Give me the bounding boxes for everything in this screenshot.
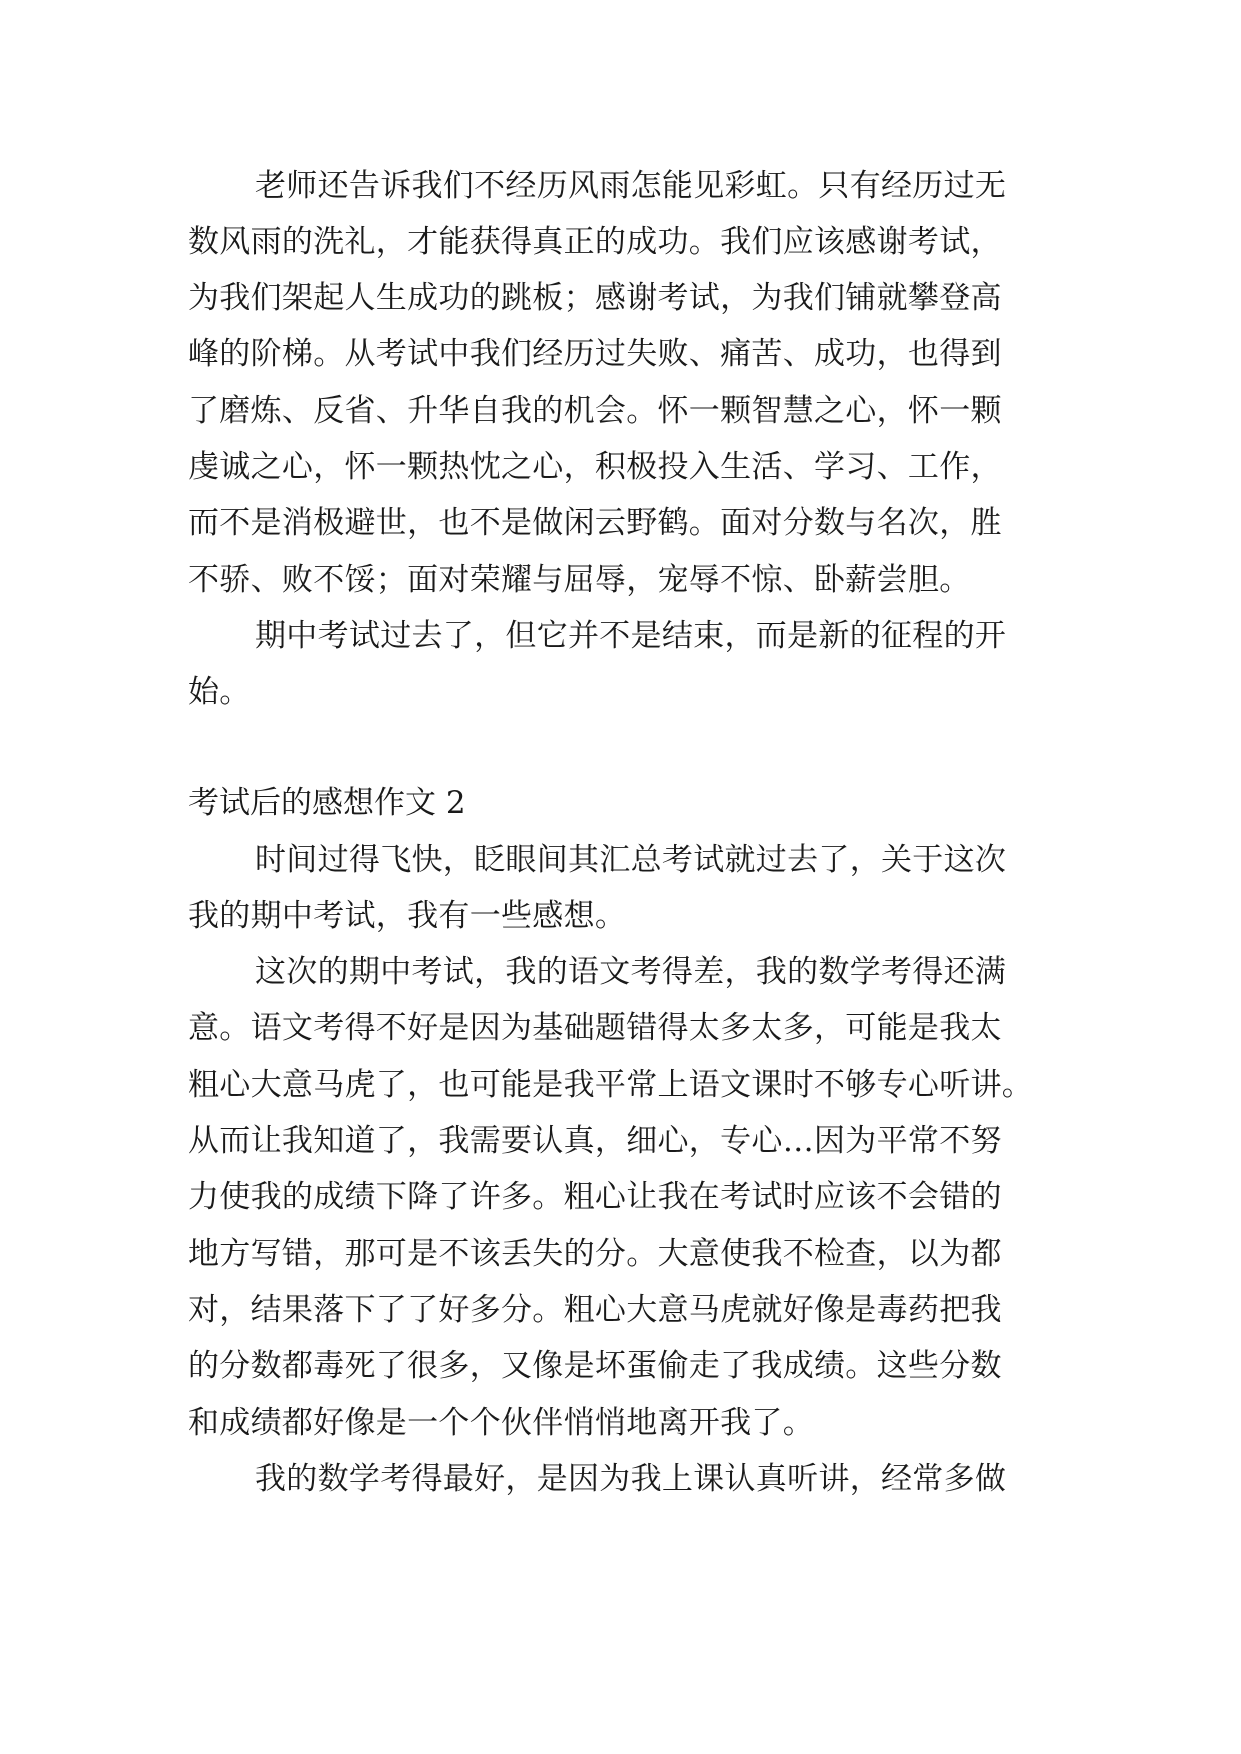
paragraph-line: 对，结果落下了了好多分。粗心大意马虎就好像是毒药把我 (188, 1292, 1002, 1328)
paragraph-line: 这次的期中考试，我的语文考得差，我的数学考得还满 (255, 954, 1007, 990)
paragraph-line: 和成绩都好像是一个个伙伴悄悄地离开我了。 (188, 1405, 814, 1441)
paragraph-line: 不骄、败不馁；面对荣耀与屈辱，宠辱不惊、卧薪尝胆。 (188, 562, 971, 598)
paragraph-line: 粗心大意马虎了，也可能是我平常上语文课时不够专心听讲。 (188, 1067, 1034, 1103)
paragraph-line: 虔诚之心，怀一颗热忱之心，积极投入生活、学习、工作， (188, 449, 1002, 485)
paragraph-line: 而不是消极避世，也不是做闲云野鹤。面对分数与名次，胜 (188, 505, 1002, 541)
paragraph-line: 老师还告诉我们不经历风雨怎能见彩虹。只有经历过无 (255, 168, 1007, 204)
paragraph-line: 数风雨的洗礼，才能获得真正的成功。我们应该感谢考试， (188, 224, 1002, 260)
paragraph-line: 地方写错，那可是不该丢失的分。大意使我不检查，以为都 (188, 1236, 1002, 1272)
paragraph-line: 力使我的成绩下降了许多。粗心让我在考试时应该不会错的 (188, 1179, 1002, 1215)
paragraph-line: 峰的阶梯。从考试中我们经历过失败、痛苦、成功，也得到 (188, 336, 1002, 372)
paragraph-line: 期中考试过去了，但它并不是结束，而是新的征程的开 (255, 618, 1007, 654)
paragraph-line: 从而让我知道了，我需要认真，细心，专心…因为平常不努 (188, 1123, 1002, 1159)
paragraph-line: 了磨炼、反省、升华自我的机会。怀一颗智慧之心，怀一颗 (188, 393, 1002, 429)
paragraph-line: 我的期中考试，我有一些感想。 (188, 898, 627, 934)
section-heading: 考试后的感想作文 2 (188, 785, 466, 821)
paragraph-line: 的分数都毒死了很多，又像是坏蛋偷走了我成绩。这些分数 (188, 1348, 1002, 1384)
paragraph-line: 我的数学考得最好，是因为我上课认真听讲，经常多做 (255, 1461, 1007, 1497)
paragraph-line: 意。语文考得不好是因为基础题错得太多太多，可能是我太 (188, 1010, 1002, 1046)
paragraph-line: 始。 (188, 674, 251, 710)
paragraph-line: 时间过得飞快，眨眼间其汇总考试就过去了，关于这次 (255, 842, 1007, 878)
paragraph-line: 为我们架起人生成功的跳板；感谢考试，为我们铺就攀登高 (188, 280, 1002, 316)
